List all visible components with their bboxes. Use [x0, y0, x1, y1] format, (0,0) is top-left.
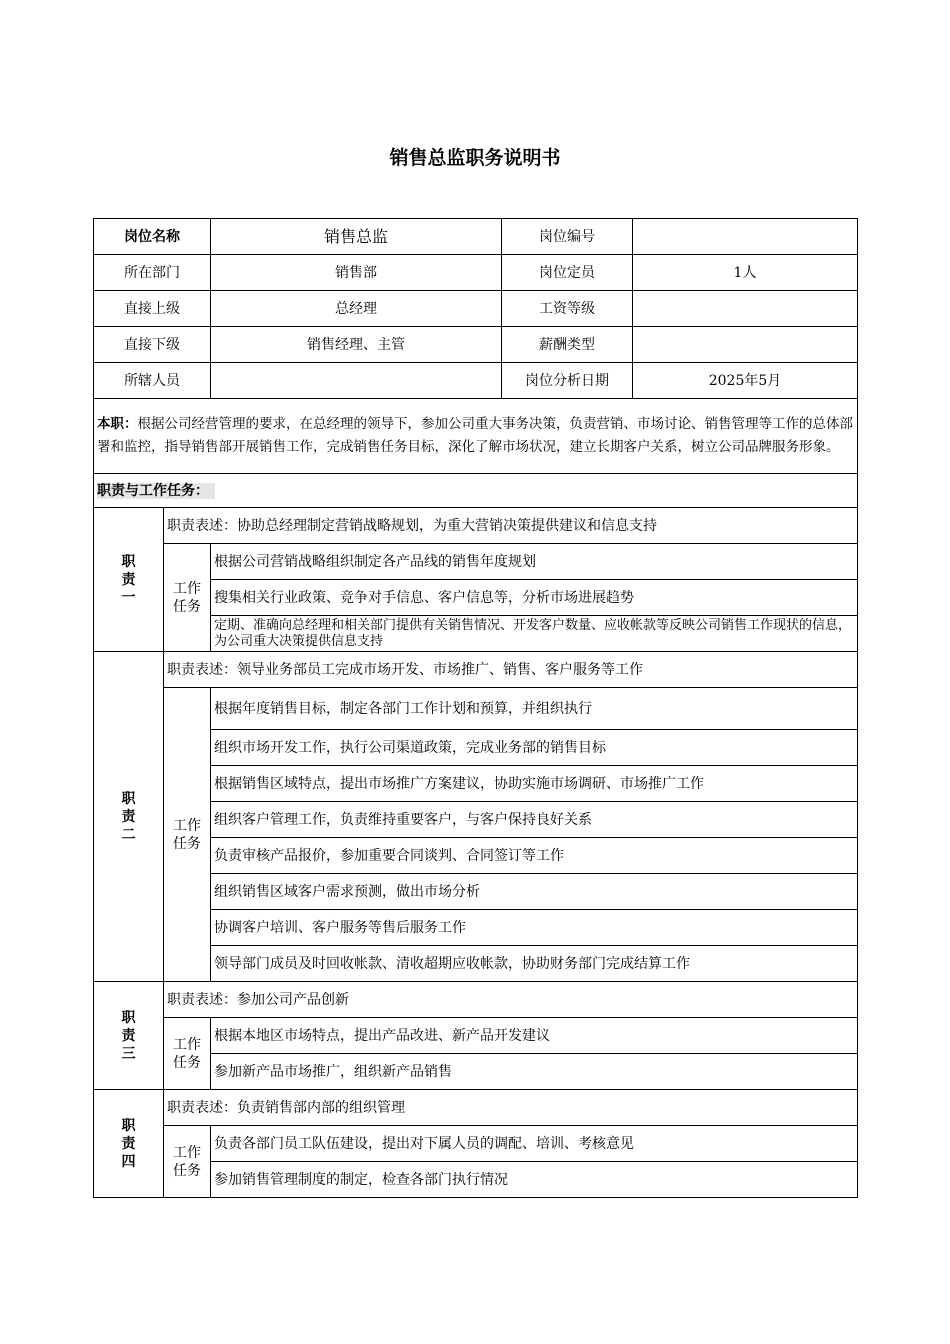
- position-name-value: 销售总监: [211, 219, 502, 255]
- duty-1-task-1: 根据公司营销战略组织制定各产品线的销售年度规划: [211, 544, 858, 580]
- duty-4-task-2: 参加销售管理制度的制定，检查各部门执行情况: [211, 1162, 858, 1198]
- duty-4-task-label: 工作任务: [164, 1126, 211, 1198]
- analysis-date-value: 2025年5月: [633, 363, 858, 399]
- duty-1-statement: 职责表述：协助总经理制定营销战略规划，为重大营销决策提供建议和信息支持: [164, 508, 858, 544]
- info-row-staff: [94, 363, 858, 399]
- duty-2-task-1: 根据年度销售目标，制定各部门工作计划和预算，并组织执行: [211, 688, 858, 730]
- headcount-label: 岗位定员: [502, 255, 633, 291]
- task-row: [94, 1126, 858, 1162]
- duty-2-statement-row: [94, 652, 858, 688]
- duty-2-name: 职责二: [94, 652, 164, 982]
- duty-4-name: 职责四: [94, 1090, 164, 1198]
- duty-4-statement-row: [94, 1090, 858, 1126]
- summary-text: 根据公司经营管理的要求，在总经理的领导下，参加公司重大事务决策，负责营销、市场讨论、销售管理等工作的总体部署和监控，指导销售部开展销售工作，完成销售任务目标，深化了解市场状况，建立长期客户关系，树立公司品牌服务形象。: [97, 416, 853, 455]
- duty-2-task-6: 组织销售区域客户需求预测，做出市场分析: [211, 874, 858, 910]
- department-label: 所在部门: [94, 255, 211, 291]
- position-code-label: 岗位编号: [502, 219, 633, 255]
- duty-3-task-label: 工作任务: [164, 1018, 211, 1090]
- duty-4-task-1: 负责各部门员工队伍建设，提出对下属人员的调配、培训、考核意见: [211, 1126, 858, 1162]
- duty-3-task-1: 根据本地区市场特点，提出产品改进、新产品开发建议: [211, 1018, 858, 1054]
- duty-2-task-3: 根据销售区域特点，提出市场推广方案建议，协助实施市场调研、市场推广工作: [211, 766, 858, 802]
- duty-4-statement: 职责表述：负责销售部内部的组织管理: [164, 1090, 858, 1126]
- duty-2-task-4: 组织客户管理工作，负责维持重要客户，与客户保持良好关系: [211, 802, 858, 838]
- staff-label: 所辖人员: [94, 363, 211, 399]
- duty-3-name: 职责三: [94, 982, 164, 1090]
- duties-section-label: 职责与工作任务：: [97, 483, 215, 499]
- headcount-value: 1人: [633, 255, 858, 291]
- analysis-date-label: 岗位分析日期: [502, 363, 633, 399]
- task-row: [94, 688, 858, 730]
- info-row-position: [94, 219, 858, 255]
- duty-2-task-8: 领导部门成员及时回收帐款、清收超期应收帐款，协助财务部门完成结算工作: [211, 946, 858, 982]
- duty-2-task-2: 组织市场开发工作，执行公司渠道政策，完成业务部的销售目标: [211, 730, 858, 766]
- info-row-subordinate: [94, 327, 858, 363]
- duty-3-task-2: 参加新产品市场推广，组织新产品销售: [211, 1054, 858, 1090]
- duty-2-task-5: 负责审核产品报价，参加重要合同谈判、合同签订等工作: [211, 838, 858, 874]
- duty-1-task-3: 定期、准确向总经理和相关部门提供有关销售情况、开发客户数量、应收帐款等反映公司销售工作现状的信息，为公司重大决策提供信息支持: [211, 616, 858, 652]
- pay-type-value: [633, 327, 858, 363]
- summary-row: [94, 399, 858, 474]
- summary-label: 本职：: [97, 416, 138, 432]
- duty-1-task-label: 工作任务: [164, 544, 211, 652]
- duty-1-task-2: 搜集相关行业政策、竞争对手信息、客户信息等，分析市场进展趋势: [211, 580, 858, 616]
- duties-section-header: [94, 474, 858, 508]
- duties-section-row: [94, 474, 858, 508]
- subordinate-label: 直接下级: [94, 327, 211, 363]
- info-row-superior: [94, 291, 858, 327]
- superior-value: 总经理: [211, 291, 502, 327]
- duty-3-statement-row: [94, 982, 858, 1018]
- page-title: 销售总监职务说明书: [389, 147, 561, 169]
- duty-1-name: 职责一: [94, 508, 164, 652]
- task-row: [94, 1018, 858, 1054]
- salary-grade-label: 工资等级: [502, 291, 633, 327]
- pay-type-label: 薪酬类型: [502, 327, 633, 363]
- subordinate-value: 销售经理、主管: [211, 327, 502, 363]
- superior-label: 直接上级: [94, 291, 211, 327]
- job-summary: [94, 399, 858, 474]
- duty-1-statement-row: [94, 508, 858, 544]
- info-row-department: [94, 255, 858, 291]
- staff-value: [211, 363, 502, 399]
- duty-2-task-7: 协调客户培训、客户服务等售后服务工作: [211, 910, 858, 946]
- salary-grade-value: [633, 291, 858, 327]
- duty-3-statement: 职责表述：参加公司产品创新: [164, 982, 858, 1018]
- duty-2-task-label: 工作任务: [164, 688, 211, 982]
- job-description-table: [93, 218, 858, 1198]
- task-row: [94, 544, 858, 580]
- department-value: 销售部: [211, 255, 502, 291]
- duty-2-statement: 职责表述：领导业务部员工完成市场开发、市场推广、销售、客户服务等工作: [164, 652, 858, 688]
- position-name-label: 岗位名称: [94, 219, 211, 255]
- position-code-value: [633, 219, 858, 255]
